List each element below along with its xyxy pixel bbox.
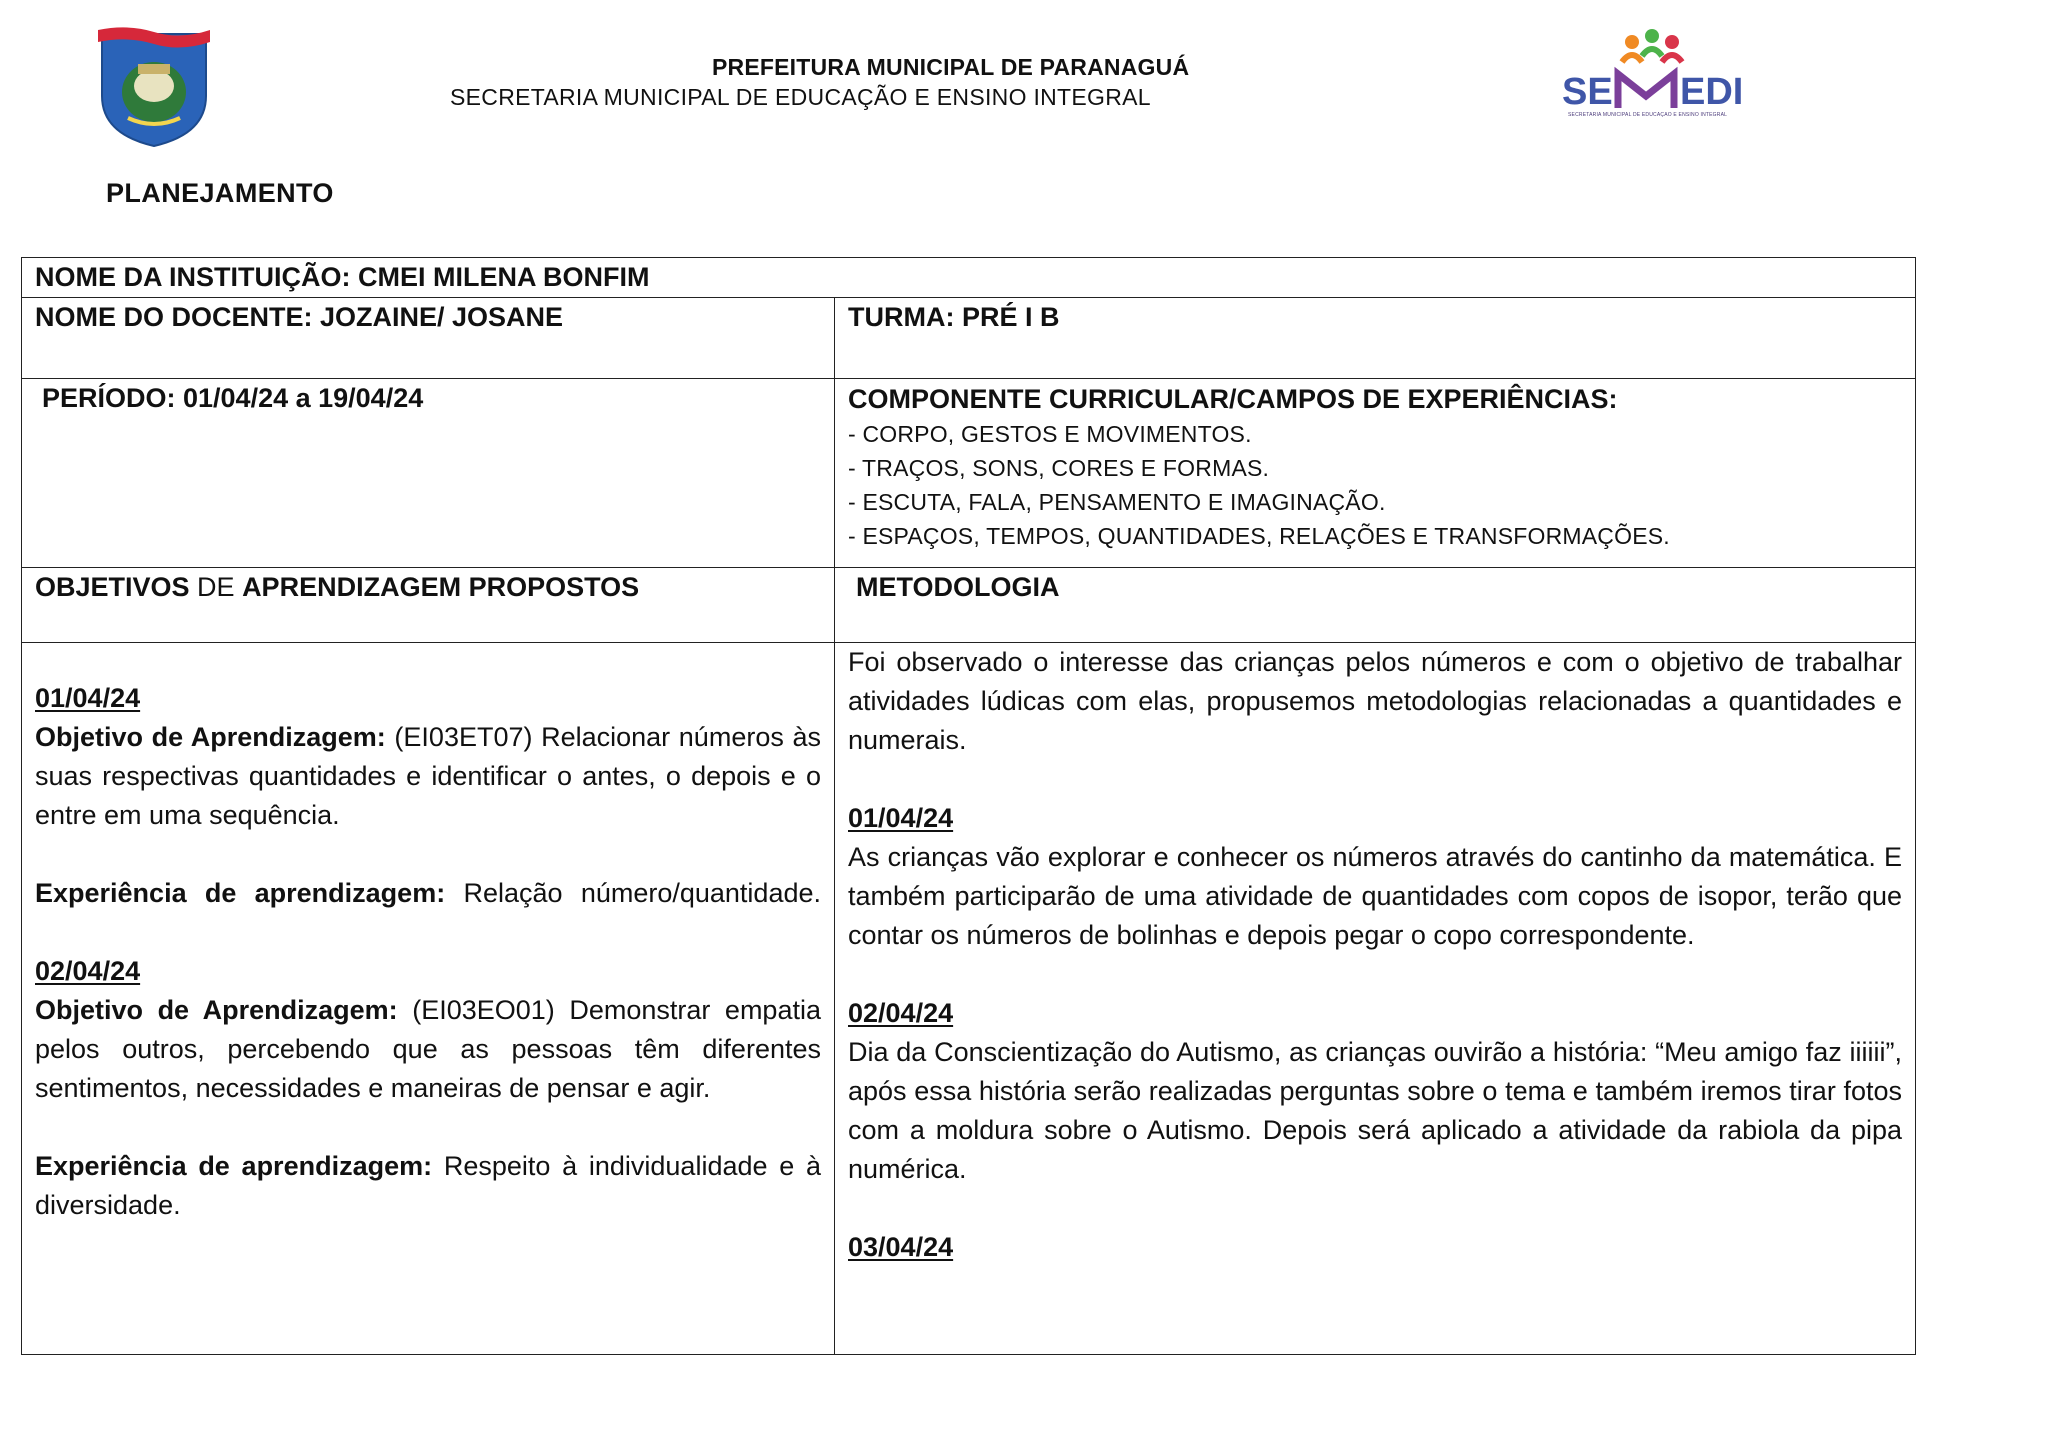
- objective-label: Objetivo de Aprendizagem:: [35, 995, 398, 1025]
- components-cell: [835, 379, 1916, 568]
- class-cell: TURMA: PRÉ I B: [835, 298, 1916, 379]
- institution-row: [22, 258, 1916, 298]
- section-header-row: [22, 568, 1916, 643]
- objective-date: 02/04/24: [35, 956, 141, 986]
- objective-text: (EI03EO01) Demonstrar empatia pelos outros, percebendo que as pessoas têm diferentes sentimentos, necessidades e maneiras de pensar e agir.: [35, 995, 821, 1103]
- methodology-date: 02/04/24: [848, 998, 954, 1028]
- experience-label: Experiência de aprendizagem:: [35, 1151, 433, 1181]
- methodology-header: METODOLOGIA: [835, 568, 1916, 643]
- experience-text: Respeito à individualidade e à diversidade.: [35, 1151, 822, 1220]
- institution-cell: NOME DA INSTITUIÇÃO: CMEI MILENA BONFIM: [22, 258, 1916, 298]
- objective-paragraph: [35, 718, 821, 835]
- paranagua-crest-icon: [88, 26, 220, 150]
- objectives-header: [22, 568, 835, 643]
- period-row: [22, 379, 1916, 568]
- teacher-row: [22, 298, 1916, 379]
- teacher-cell: NOME DO DOCENTE: JOZAINE/ JOSANE: [22, 298, 835, 379]
- objective-paragraph: [35, 991, 821, 1108]
- objectives-title-part: OBJETIVOS: [35, 572, 190, 602]
- component-item: - TRAÇOS, SONS, CORES E FORMAS.: [848, 455, 1270, 481]
- component-item: - CORPO, GESTOS E MOVIMENTOS.: [848, 421, 1252, 447]
- component-item: - ESCUTA, FALA, PENSAMENTO E IMAGINAÇÃO.: [848, 489, 1386, 515]
- planning-table: [21, 257, 1916, 1355]
- objective-label: Objetivo de Aprendizagem:: [35, 722, 386, 752]
- prefeitura-heading: PREFEITURA MUNICIPAL DE PARANAGUÁ: [712, 54, 1190, 80]
- semedi-logo-text: SE: [1562, 71, 1613, 113]
- components-title: COMPONENTE CURRICULAR/CAMPOS DE EXPERIÊNCIAS:: [848, 384, 1618, 414]
- experience-paragraph: [35, 1147, 821, 1225]
- secretaria-heading: SECRETARIA MUNICIPAL DE EDUCAÇÃO E ENSINO INTEGRAL: [450, 84, 1151, 110]
- objectives-title-part: APRENDIZAGEM PROPOSTOS: [242, 572, 640, 602]
- header: [420, 52, 1420, 112]
- semedi-caption: SECRETARIA MUNICIPAL DE EDUCAÇÃO E ENSINO INTEGRAL: [1568, 112, 1728, 118]
- objectives-cell: [22, 643, 835, 1355]
- methodology-text: Dia da Conscientização do Autismo, as crianças ouvirão a história: “Meu amigo faz iiiiii”, após essa história serão realizadas perguntas sobre o tema e também iremos tirar fotos com a moldura sobre o Autismo. Depois será aplicado a atividade da rabiola da pipa numérica.: [848, 1037, 1902, 1184]
- page-title: PLANEJAMENTO: [106, 178, 334, 208]
- methodology-intro: Foi observado o interesse das crianças pelos números e com o objetivo de trabalhar atividades lúdicas com elas, propusemos metodologias relacionadas a quantidades e numerais.: [848, 647, 1902, 755]
- experience-paragraph: [35, 874, 821, 913]
- experience-label: Experiência de aprendizagem:: [35, 878, 446, 908]
- svg-text:EDI: EDI: [1680, 71, 1744, 113]
- content-row: [22, 643, 1916, 1355]
- methodology-date: 01/04/24: [848, 803, 954, 833]
- objective-text: (EI03ET07) Relacionar números às suas respectivas quantidades e identificar o antes, o depois e o entre em uma sequência.: [35, 722, 821, 830]
- components-list: [848, 417, 1902, 553]
- methodology-text: As crianças vão explorar e conhecer os números através do cantinho da matemática. E também participarão de uma atividade de quantidades com copos de isopor, terão que contar os números de bolinhas e depois pegar o copo correspondente.: [848, 842, 1902, 950]
- objectives-title-part: DE: [189, 572, 243, 602]
- objective-date: 01/04/24: [35, 683, 141, 713]
- component-item: - ESPAÇOS, TEMPOS, QUANTIDADES, RELAÇÕES E TRANSFORMAÇÕES.: [848, 523, 1670, 549]
- experience-text: Relação número/quantidade.: [445, 878, 822, 908]
- methodology-date: 03/04/24: [848, 1232, 954, 1262]
- methodology-cell: [835, 643, 1916, 1355]
- period-cell: PERÍODO: 01/04/24 a 19/04/24: [22, 379, 835, 568]
